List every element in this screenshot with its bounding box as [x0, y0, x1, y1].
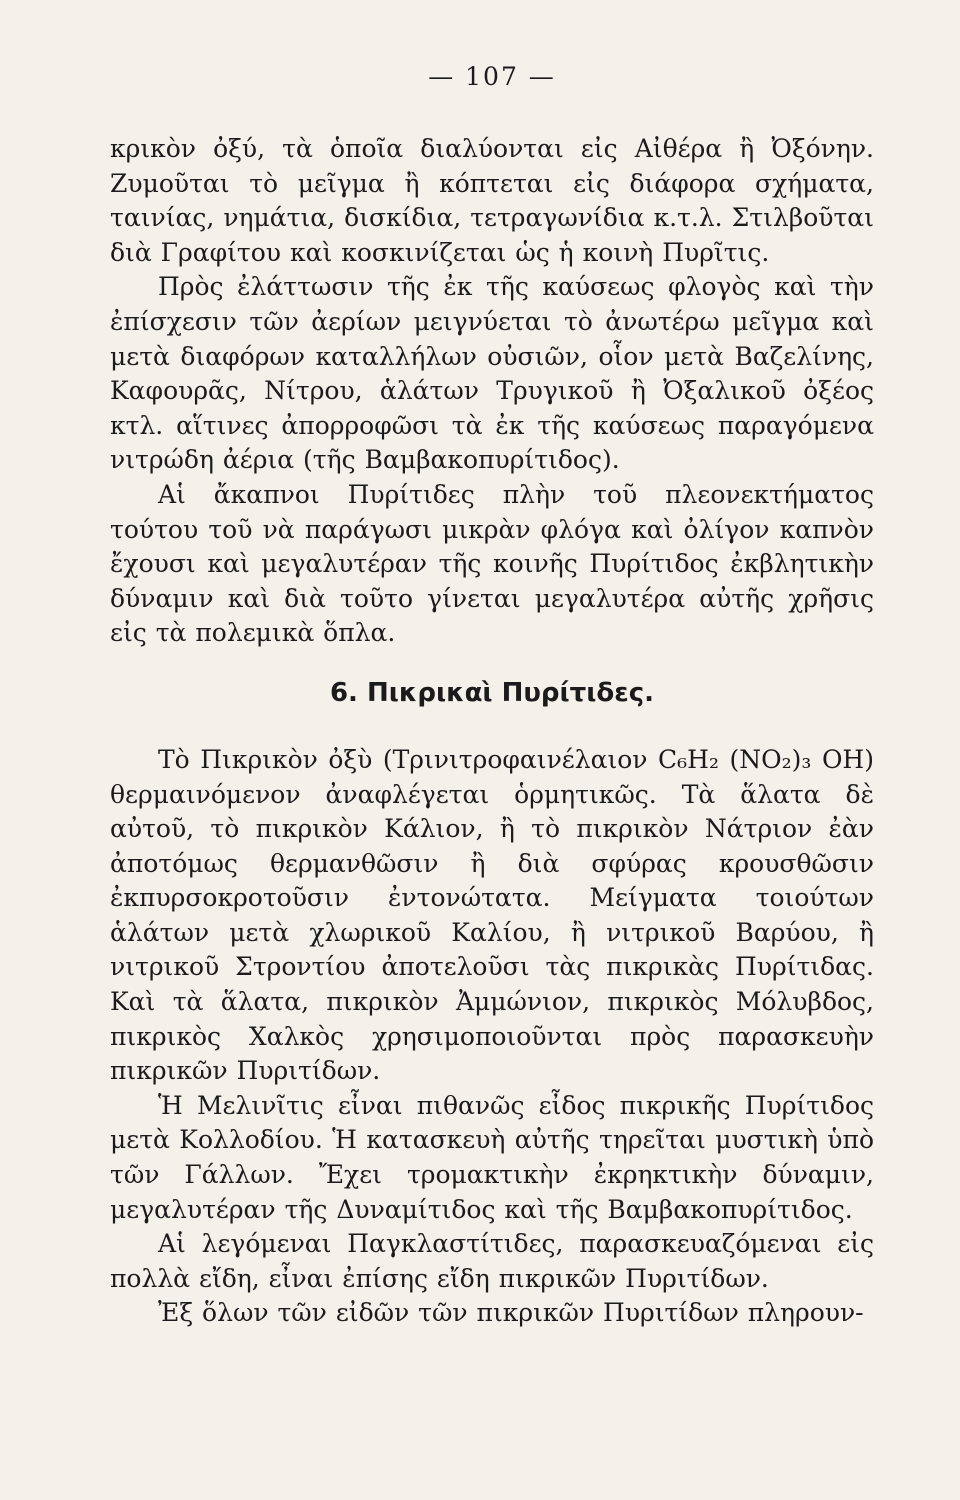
page-number: — 107 — [428, 62, 556, 91]
paragraph-3: Αἱ ἄκαπνοι Πυρίτιδες πλὴν τοῦ πλεονεκτήματος τούτου τοῦ νὰ παράγωσι μικρὰν φλόγα καὶ ὀλίγον καπνὸν ἔχουσι καὶ μεγαλυτέραν τῆς κοινῆς Πυρίτιδος ἐκβλητικὴν δύναμιν καὶ διὰ τοῦτο γίνεται μεγαλυτέρα αὐτῆς χρῆσις εἰς τὰ πολεμικὰ ὅπλα. [110, 479, 874, 648]
section-heading: 6. Πικρικαὶ Πυρίτιδες. [329, 677, 655, 708]
paragraph-7: Ἐξ ὅλων τῶν εἰδῶν τῶν πικρικῶν Πυριτίδων πληρουν- [158, 1298, 864, 1328]
paragraph-6: Αἱ λεγόμεναι Παγκλαστίτιδες, παρασκευαζόμεναι εἰς πολλὰ εἴδη, εἶναι ἐπίσης εἴδη πικρικῶν Πυριτίδων. [110, 1229, 874, 1293]
paragraph-4: Τὸ Πικρικὸν ὀξὺ (Τρινιτροφαινέλαιον C₆H₂ (NO₂)₃ OH) θερμαινόμενον ἀναφλέγεται ὁρμητικῶς. Τὰ ἅλατα δὲ αὐτοῦ, τὸ πικρικὸν Κάλιον, ἢ τὸ πικρικὸν Νάτριον ἐὰν ἀποτόμως θερμανθῶσιν ἢ διὰ σφύρας κρουσθῶσιν ἐκπυρσοκροτοῦσιν ἐντονώτατα. Μείγματα τοιούτων ἁλάτων μετὰ χλωρικοῦ Καλίου, ἢ νιτρικοῦ Βαρύου, ἢ νιτρικοῦ Στροντίου ἀποτελοῦσι τὰς πικρικὰς Πυρίτιδας. Καὶ τὰ ἅλατα, πικρικὸν Ἀμμώνιον, πικρικὸς Μόλυβδος, πικρικὸς Χαλκὸς χρησιμοποιοῦνται πρὸς παρασκευὴν πικρικῶν Πυριτίδων. [110, 744, 874, 1086]
paragraph-5: Ἡ Μελινῖτις εἶναι πιθανῶς εἶδος πικρικῆς Πυρίτιδος μετὰ Κολλοδίου. Ἡ κατασκευὴ αὐτῆς τηρεῖται μυστικὴ ὑπὸ τῶν Γάλλων. Ἔχει τρομακτικὴν ἐκρηκτικὴν δύναμιν, μεγαλυτέραν τῆς Δυναμίτιδος καὶ τῆς Βαμβακοπυρίτιδος. [110, 1090, 874, 1224]
paragraph-1: κρικὸν ὀξύ, τὰ ὁποῖα διαλύονται εἰς Αἰθέρα ἢ Ὀξόνην. Ζυμοῦται τὸ μεῖγμα ἢ κόπτεται εἰς διάφορα σχήματα, ταινίας, νημάτια, δισκίδια, τετραγωνίδια κ.τ.λ. Στιλβοῦται διὰ Γραφίτου καὶ κοσκινίζεται ὡς ἡ κοινὴ Πυρῖτις. [110, 134, 874, 267]
paragraph-2: Πρὸς ἐλάττωσιν τῆς ἐκ τῆς καύσεως φλογὸς καὶ τὴν ἐπίσχεσιν τῶν ἀερίων μειγνύεται τὸ ἀνωτέρω μεῖγμα καὶ μετὰ διαφόρων καταλλήλων οὐσιῶν, οἷον μετὰ Βαζελίνης, Καφουρᾶς, Νίτρου, ἁλάτων Τρυγικοῦ ἢ Ὀξαλικοῦ ὀξέος κτλ. αἵτινες ἀπορροφῶσι τὰ ἐκ τῆς καύσεως παραγόμενα νιτρώδη ἀέρια (τῆς Βαμβακοπυρίτιδος). [110, 272, 874, 475]
